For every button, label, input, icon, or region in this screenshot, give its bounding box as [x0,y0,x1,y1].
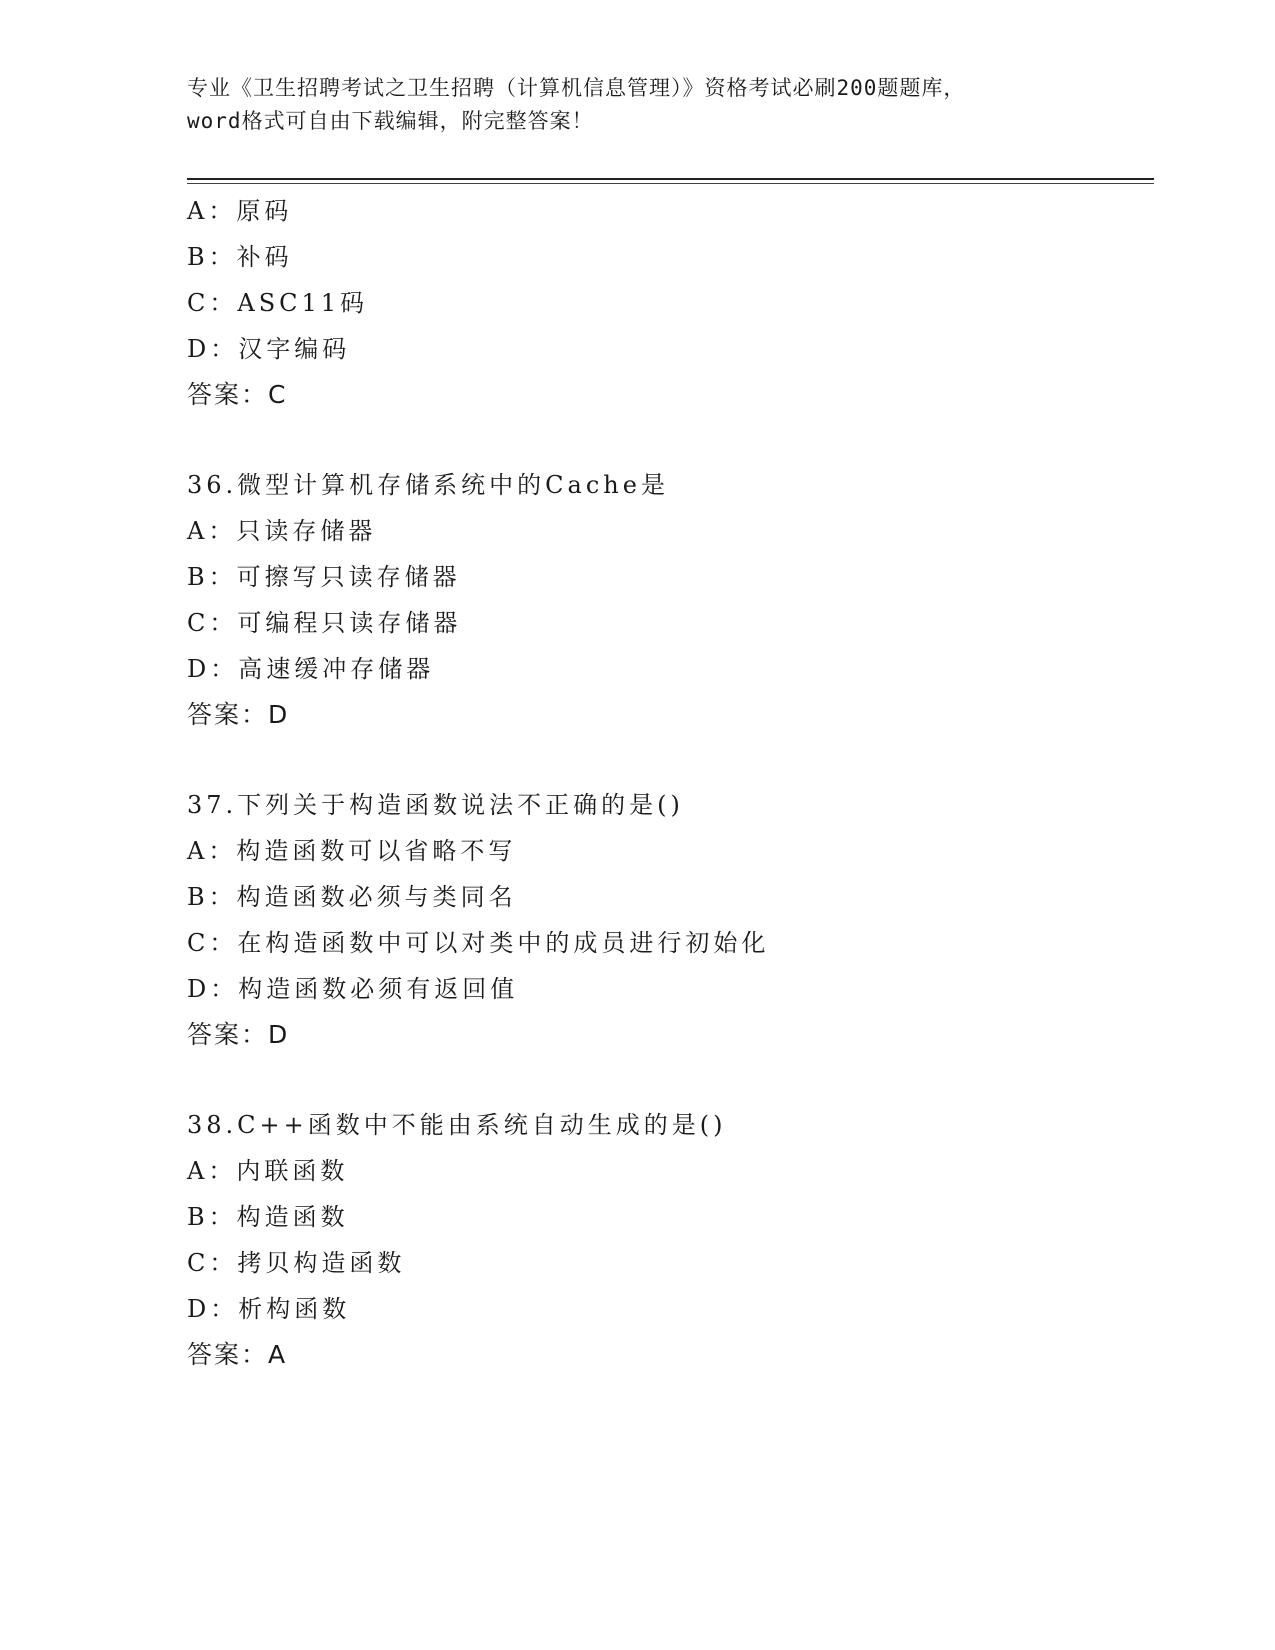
option-b: B：补码 [187,243,293,271]
option-d: D：高速缓冲存储器 [187,655,435,683]
question-stem: 37.下列关于构造函数说法不正确的是() [187,791,684,819]
option-a: A：构造函数可以省略不写 [187,837,517,865]
header-divider-thick [187,178,1154,180]
question-spacer [187,1058,1147,1102]
header-title-line-1: 专业《卫生招聘考试之卫生招聘（计算机信息管理）》资格考试必刷200题题库， [187,76,966,100]
option-c: C：在构造函数中可以对类中的成员进行初始化 [187,929,770,957]
question-stem: 36.微型计算机存储系统中的Cache是 [187,471,669,499]
answer-line: 答案：A [187,1340,288,1369]
question-stem: 38.C++函数中不能由系统自动生成的是() [187,1111,727,1139]
header-title-line-2: word格式可自由下载编辑，附完整答案！ [187,109,594,133]
question-block-37 [187,782,1147,1058]
option-d: D：析构函数 [187,1295,351,1323]
option-a: A：只读存储器 [187,517,377,545]
question-list [187,188,1147,1378]
option-c: C：拷贝构造函数 [187,1249,406,1277]
option-b: B：可擦写只读存储器 [187,563,461,591]
answer-line: 答案：D [187,700,290,729]
option-b: B：构造函数 [187,1203,349,1231]
question-spacer [187,738,1147,782]
option-b: B：构造函数必须与类同名 [187,883,517,911]
question-block-36 [187,462,1147,738]
question-block-35-continued [187,188,1147,418]
option-a: A：内联函数 [187,1157,349,1185]
option-a: A：原码 [187,197,293,225]
option-d: D：构造函数必须有返回值 [187,975,519,1003]
option-c: C：可编程只读存储器 [187,609,462,637]
answer-line: 答案：D [187,1020,290,1049]
question-spacer [187,418,1147,462]
option-c: C：ASC11码 [187,289,369,317]
header-divider-thin [187,183,1154,184]
document-header [187,72,1087,138]
option-d: D：汉字编码 [187,335,351,363]
question-block-38 [187,1102,1147,1378]
answer-line: 答案：C [187,380,288,409]
